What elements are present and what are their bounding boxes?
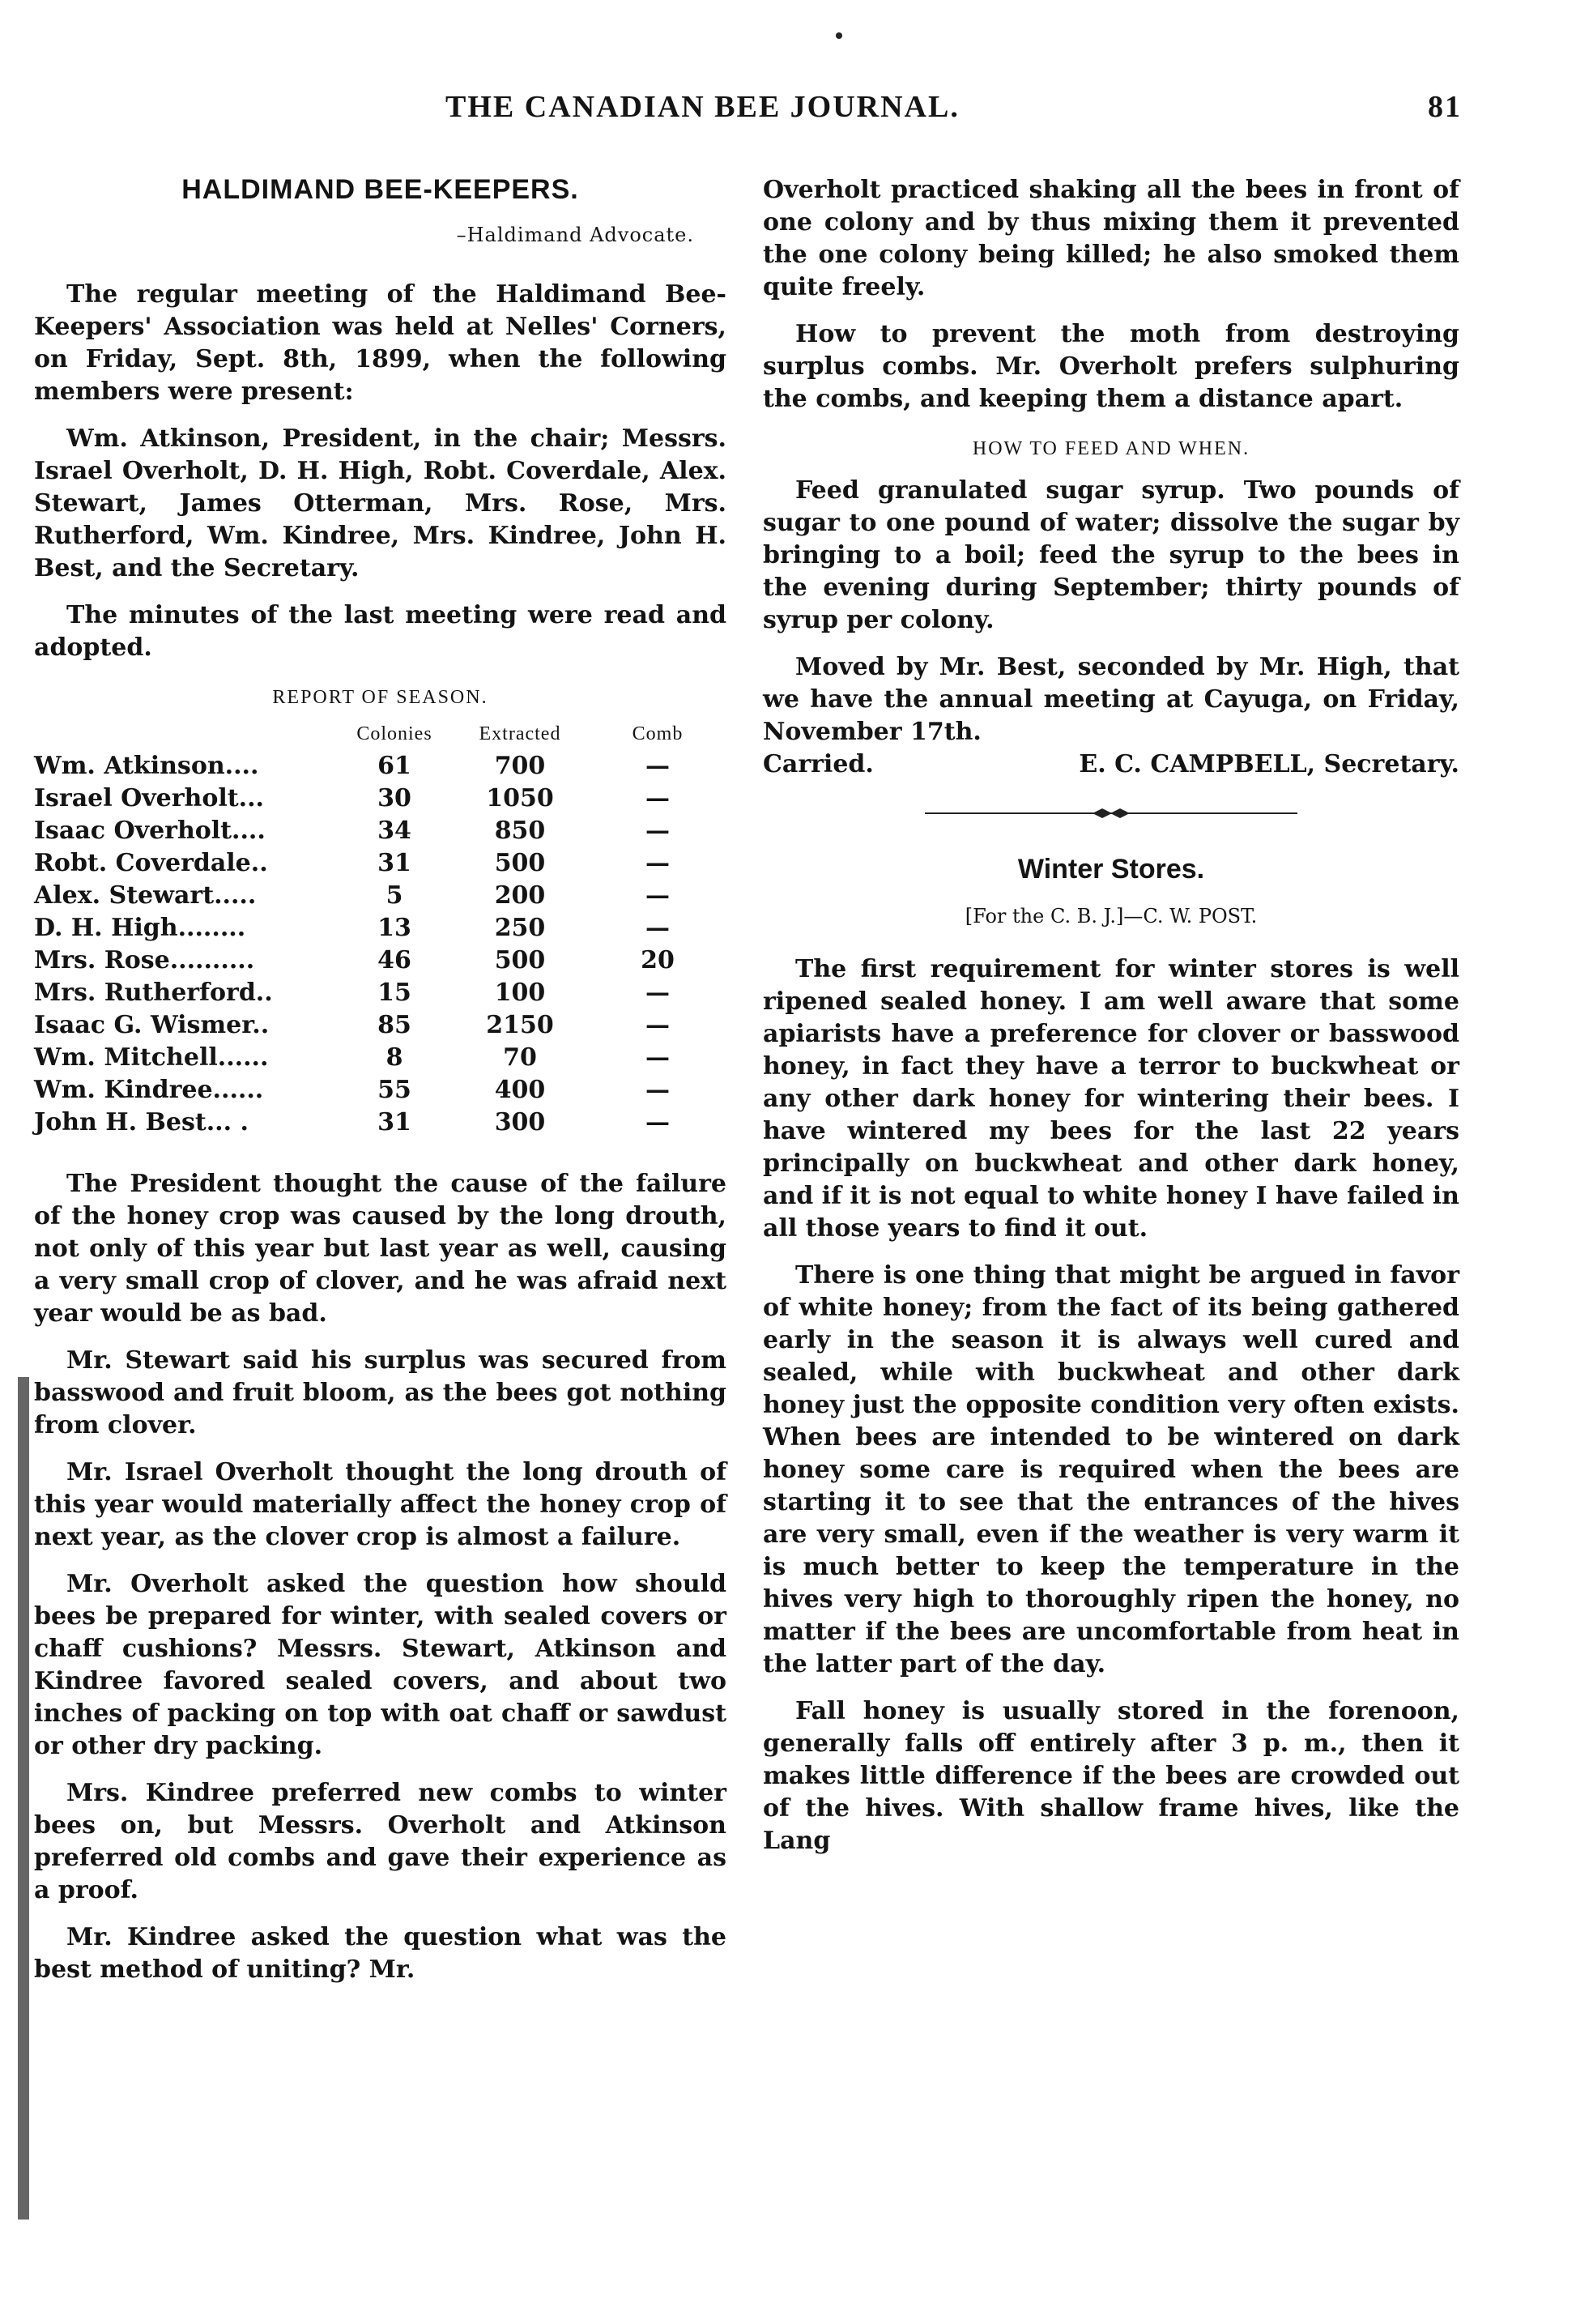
extracted-cell: 700: [494, 752, 546, 780]
scan-edge-shadow: [18, 1377, 29, 2220]
paragraph: Mr. Kindree asked the question what was the best method of uniting? Mr.: [34, 1923, 726, 1984]
colonies-cell: 34: [377, 817, 411, 845]
paragraph: Overholt practiced shaking all the bees in front of one colony and by thus mixing them it prevented the one colony being killed; he also smoked them quite freely.: [763, 176, 1459, 301]
comb-cell: —: [645, 1108, 670, 1136]
ornament-icon: [1093, 806, 1130, 821]
table-row: [34, 847, 714, 880]
paragraph: Mrs. Kindree preferred new combs to winter bees on, but Messrs. Overholt and Atkinson preferred old combs and gave their experience as a proof.: [34, 1779, 726, 1904]
member-name-cell: Israel Overholt...: [34, 784, 264, 812]
colonies-cell: 13: [377, 914, 411, 942]
comb-cell: —: [645, 849, 670, 877]
comb-cell: —: [645, 752, 670, 780]
table-row: [34, 912, 714, 945]
paragraph: Fall honey is usually stored in the forenoon, generally falls off entirely after 3 p. m., then it makes little difference if the bees are crowded out of the hives. With shallow frame hives, like the Lang: [763, 1697, 1459, 1855]
paragraph: The President thought the cause of the failure of the honey crop was caused by the long drouth, not only of this year but last year as well, causing a very small crop of clover, and he was afraid next year would be as bad.: [34, 1170, 726, 1328]
paragraph: How to prevent the moth from destroying surplus combs. Mr. Overholt prefers sulphuring the combs, and keeping them a distance apart.: [763, 320, 1459, 413]
extracted-cell: 500: [494, 849, 546, 877]
column-header: Extracted: [479, 723, 561, 744]
article-title: Winter Stores.: [1017, 854, 1205, 885]
table-row: [34, 1107, 714, 1139]
colonies-cell: 46: [377, 946, 411, 974]
colonies-cell: 31: [377, 1108, 411, 1136]
extracted-cell: 300: [494, 1108, 546, 1136]
page-number: 81: [1428, 90, 1462, 124]
colonies-cell: 8: [385, 1043, 403, 1072]
section-heading: HOW TO FEED AND WHEN.: [972, 438, 1250, 459]
colonies-cell: 61: [377, 752, 411, 780]
paragraph: Moved by Mr. Best, seconded by Mr. High, that we have the annual meeting at Cayuga, on Friday, November 17th.: [763, 653, 1459, 746]
column-header: Colonies: [356, 723, 432, 744]
carried-text: Carried.: [763, 750, 874, 778]
extracted-cell: 850: [494, 817, 546, 845]
extracted-cell: 400: [494, 1076, 546, 1104]
table-row: [34, 1042, 714, 1074]
paragraph: The first requirement for winter stores is well ripened sealed honey. I am well aware that some apiarists have a preference for clover or basswood honey, in fact they have a terror to buckwheat or any other dark honey for wintering their bees. I have wintered my bees for the last 22 years principally on buckwheat and other dark honey, and if it is not equal to white honey I have failed in all those years to find it out.: [763, 955, 1459, 1243]
signature-line: [763, 748, 1459, 781]
extracted-cell: 1050: [486, 784, 554, 812]
extracted-cell: 2150: [486, 1011, 554, 1039]
table-row: [34, 1074, 714, 1107]
member-name-cell: D. H. High........: [34, 914, 246, 942]
table-row: [34, 782, 714, 815]
comb-cell: —: [645, 914, 670, 942]
article-title: HALDIMAND BEE-KEEPERS.: [181, 174, 579, 205]
secretary-signature: E. C. CAMPBELL, Secretary.: [1079, 750, 1459, 778]
member-name-cell: Alex. Stewart.....: [34, 881, 257, 910]
colonies-cell: 55: [377, 1076, 411, 1104]
paragraph: The regular meeting of the Haldimand Bee-Keepers' Association was held at Nelles' Corners, on Friday, Sept. 8th, 1899, when the following members were present:: [34, 280, 726, 406]
paragraph: Feed granulated sugar syrup. Two pounds of sugar to one pound of water; dissolve the sugar by bringing to a boil; feed the syrup to the bees in the evening during September; thirty pounds of syrup per colony.: [763, 476, 1459, 634]
article-source: –Haldimand Advocate.: [456, 224, 694, 246]
column-header: Comb: [632, 723, 684, 744]
journal-title: THE CANADIAN BEE JOURNAL.: [445, 90, 960, 124]
extracted-cell: 500: [494, 946, 546, 974]
paragraph: Mr. Overholt asked the question how should bees be prepared for winter, with sealed covers or chaff cushions? Messrs. Stewart, Atkinson and Kindree favored sealed covers, and about two inches of packing on top with oat chaff or sawdust or other dry packing.: [34, 1570, 726, 1760]
extracted-cell: 200: [494, 881, 546, 910]
member-name-cell: Mrs. Rose..........: [34, 946, 255, 974]
comb-cell: —: [645, 784, 670, 812]
comb-cell: —: [645, 979, 670, 1007]
member-name-cell: Isaac G. Wismer..: [34, 1011, 270, 1039]
report-heading: REPORT OF SEASON.: [272, 687, 488, 708]
colonies-cell: 31: [377, 849, 411, 877]
extracted-cell: 250: [494, 914, 546, 942]
comb-cell: —: [645, 1011, 670, 1039]
member-name-cell: Mrs. Rutherford..: [34, 979, 273, 1007]
colonies-cell: 85: [377, 1011, 411, 1039]
table-header-row: [34, 723, 714, 750]
member-name-cell: Wm. Mitchell......: [34, 1043, 269, 1072]
right-column: [763, 174, 1459, 1872]
extracted-cell: 100: [494, 979, 546, 1007]
member-name-cell: Wm. Kindree......: [34, 1076, 264, 1104]
comb-cell: —: [645, 1043, 670, 1072]
extracted-cell: 70: [503, 1043, 537, 1072]
paragraph: Mr. Israel Overholt thought the long drouth of this year would materially affect the honey crop of next year, as the clover crop is almost a failure.: [34, 1458, 726, 1551]
table-row: [34, 880, 714, 912]
table-row: [34, 815, 714, 847]
table-row: [34, 977, 714, 1009]
comb-cell: 20: [641, 946, 675, 974]
paragraph: The minutes of the last meeting were read and adopted.: [34, 601, 726, 662]
paragraph: There is one thing that might be argued in favor of white honey; from the fact of its being gathered early in the season it is always well cured and sealed, while with buckwheat and other dark honey just the opposite condition very often exists. When bees are intended to be wintered on dark honey some care is required when the bees are starting it to see that the entrances of the hives are very small, even if the weather is very warm it is much better to keep the temperature in the hives very high to thoroughly ripen the honey, no matter if the bees are uncomfortable from heat in the latter part of the day.: [763, 1261, 1459, 1678]
member-name-cell: Robt. Coverdale..: [34, 849, 268, 877]
table-row: [34, 750, 714, 782]
member-name-cell: Isaac Overholt....: [34, 817, 266, 845]
colonies-cell: 15: [377, 979, 411, 1007]
column-header: [34, 723, 350, 750]
member-name-cell: John H. Best... .: [34, 1108, 249, 1136]
article-byline: [For the C. B. J.]—C. W. POST.: [965, 905, 1258, 927]
table-row: [34, 945, 714, 977]
colonies-cell: 30: [377, 784, 411, 812]
member-name-cell: Wm. Atkinson....: [34, 752, 259, 780]
section-divider: [763, 789, 1459, 838]
comb-cell: —: [645, 817, 670, 845]
comb-cell: —: [645, 1076, 670, 1104]
print-speck: [836, 32, 842, 39]
season-report-table: [34, 723, 714, 1139]
left-column: [34, 174, 726, 2001]
colonies-cell: 5: [385, 881, 403, 910]
paragraph: Wm. Atkinson, President, in the chair; Messrs. Israel Overholt, D. H. High, Robt. Coverdale, Alex. Stewart, James Otterman, Mrs. Rose, Mrs. Rutherford, Wm. Kindree, Mrs. Kindree, John H. Best, and the Secretary.: [34, 424, 726, 582]
table-row: [34, 1009, 714, 1042]
paragraph: Mr. Stewart said his surplus was secured from basswood and fruit bloom, as the bees got nothing from clover.: [34, 1346, 726, 1439]
comb-cell: —: [645, 881, 670, 910]
